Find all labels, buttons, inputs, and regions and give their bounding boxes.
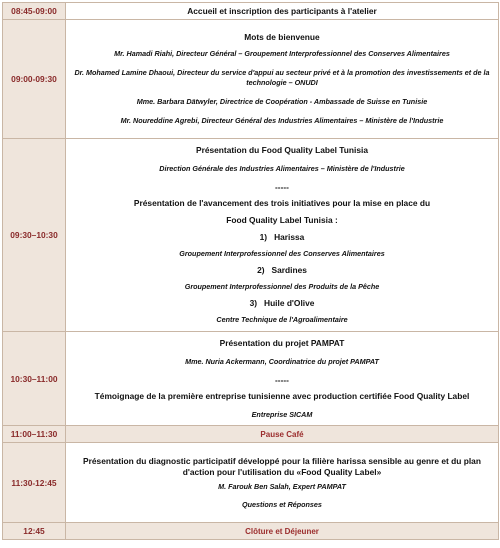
- break-label: Pause Café: [260, 429, 304, 439]
- time-cell: 12:45: [3, 523, 66, 540]
- content-cell: [66, 443, 499, 523]
- item-number: 2): [257, 265, 265, 275]
- item-label: Harissa: [274, 232, 305, 242]
- item-org: Groupement Interprofessionnel des Produits de la Pêche: [184, 282, 380, 291]
- initiative-item: [66, 265, 498, 276]
- item-org: Groupement Interprofessionnel des Conserves Alimentaires: [179, 249, 385, 258]
- content-cell: [66, 139, 499, 332]
- content-cell: [66, 332, 499, 426]
- session-title-2: Présentation de l'avancement des trois initiatives pour la mise en place du: [133, 198, 431, 208]
- agenda-row: [3, 443, 499, 523]
- time-cell: 11:00–11:30: [3, 426, 66, 443]
- session-title: Accueil et inscription des participants à l'atelier: [187, 5, 377, 16]
- time-cell: 10:30–11:00: [3, 332, 66, 426]
- session-title-2: Témoignage de la première entreprise tunisienne avec production certifiée Food Quality Label: [94, 390, 470, 401]
- content-cell: [66, 523, 499, 540]
- agenda-row: [3, 332, 499, 426]
- speaker-line: Mme. Barbara Dätwyler, Directrice de Coopération - Ambassade de Suisse en Tunisie: [136, 97, 428, 106]
- time-cell: 08:45-09:00: [3, 3, 66, 20]
- session-title: Mots de bienvenue: [244, 32, 320, 42]
- speaker-line: Dr. Mohamed Lamine Dhaoui, Directeur du service d'appui au secteur privé et à la promotion des investissements et de la technologie – ONUDI: [74, 68, 490, 87]
- agenda-row: [3, 426, 499, 443]
- separator: -----: [275, 182, 289, 192]
- agenda-table: [2, 2, 499, 540]
- content-cell: [66, 20, 499, 139]
- item-label: Huile d'Olive: [264, 298, 315, 308]
- session-title: Présentation du Food Quality Label Tunisia: [195, 145, 368, 155]
- speaker-line: M. Farouk Ben Salah, Expert PAMPAT: [218, 481, 346, 491]
- initiative-item: [66, 298, 498, 309]
- separator: -----: [275, 374, 289, 385]
- break-label: Clôture et Déjeuner: [245, 526, 319, 536]
- speaker-line: Mr. Hamadi Riahi, Directeur Général – Groupement Interprofessionnel des Conserves Alimentaires: [114, 49, 450, 58]
- item-label: Sardines: [271, 265, 307, 275]
- speaker-line: Mr. Noureddine Agrebi, Directeur Général des Industries Alimentaires – Ministère de l'Industrie: [120, 116, 444, 125]
- content-cell: [66, 426, 499, 443]
- session-subtitle: Mme. Nuria Ackermann, Coordinatrice du projet PAMPAT: [185, 356, 379, 366]
- item-number: 3): [249, 298, 258, 308]
- agenda-row: [3, 3, 499, 20]
- session-title: Présentation du diagnostic participatif développé pour la filière harissa sensible au genre et du plan: [83, 455, 481, 466]
- session-title: Présentation du projet PAMPAT: [219, 337, 345, 348]
- time-cell: 11:30-12:45: [3, 443, 66, 523]
- initiative-item: [66, 232, 498, 243]
- session-title-2: Food Quality Label Tunisia :: [226, 215, 338, 225]
- time-cell: 09:00-09:30: [3, 20, 66, 139]
- item-org: Centre Technique de l'Agroalimentaire: [216, 315, 348, 324]
- session-subtitle-2: Entreprise SICAM: [251, 409, 313, 419]
- content-cell: [66, 3, 499, 20]
- agenda-row: [3, 523, 499, 540]
- session-subtitle: Direction Générale des Industries Alimentaires – Ministère de l'Industrie: [159, 164, 405, 173]
- session-title: d'action pour l'utilisation du «Food Quality Label»: [182, 466, 382, 477]
- time-cell: 09:30–10:30: [3, 139, 66, 332]
- session-note: Questions et Réponses: [242, 499, 322, 509]
- agenda-row: [3, 139, 499, 332]
- agenda-row: [3, 20, 499, 139]
- item-number: 1): [259, 232, 268, 242]
